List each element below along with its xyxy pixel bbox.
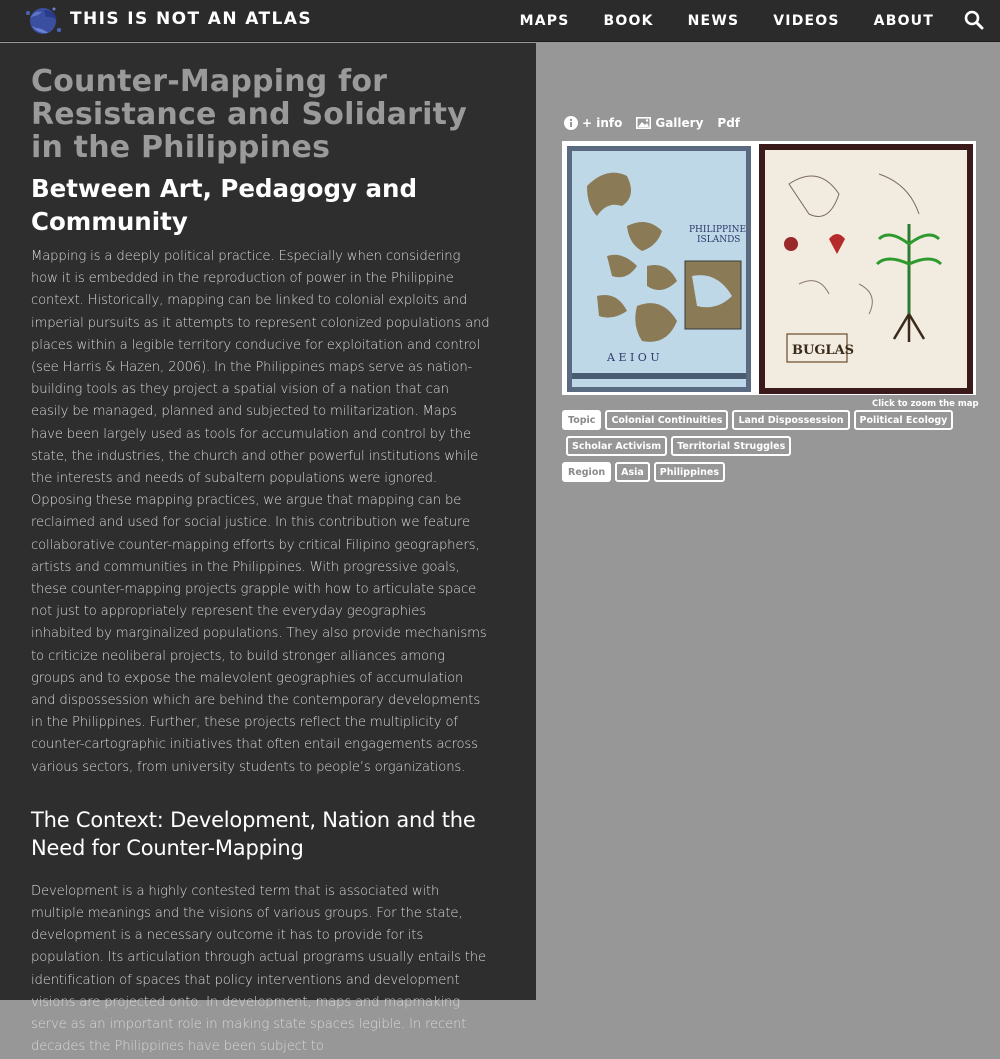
nav-link-book[interactable]: BOOK [603,13,654,29]
nav-link-about[interactable]: ABOUT [873,13,934,29]
nav-menu [520,0,934,42]
nav-link-news[interactable]: NEWS [687,13,740,29]
region-label: Region [562,462,611,482]
gallery-label: Gallery [655,116,704,130]
tag-asia[interactable]: Asia [615,462,650,482]
map-preview[interactable] [562,141,976,395]
topic-tags-row [562,436,982,456]
image-icon [636,117,651,129]
gallery-button[interactable] [636,116,703,130]
nav-link-videos[interactable]: VIDEOS [773,13,840,29]
philippine-islands-map-image[interactable] [567,146,751,392]
map-label-vowels: A E I O U [607,351,660,364]
search-icon[interactable] [964,10,984,30]
info-icon [564,116,578,130]
tag-territorial-struggles[interactable]: Territorial Struggles [671,436,791,456]
topic-label: Topic [562,410,601,430]
section-heading: The Context: Development, Nation and the Need for Counter-Mapping [31,807,476,860]
nav-link-maps[interactable]: MAPS [519,13,570,29]
top-nav [0,0,1000,42]
site-title[interactable]: THIS IS NOT AN ATLAS [70,9,312,29]
article-title: Counter-Mapping for Resistance and Solidarity in the Philippines [31,64,467,165]
map-label-islands: ISLANDS [697,235,741,245]
article-panel [0,43,536,1055]
region-tags-row [562,462,982,482]
tag-philippines[interactable]: Philippines [654,462,725,482]
map-toolbar [564,114,754,132]
atlas-logo-icon[interactable] [24,4,62,38]
tag-political-ecology[interactable]: Political Ecology [854,410,954,430]
tag-scholar-activism[interactable]: Scholar Activism [566,436,667,456]
topic-tags-row [562,410,982,430]
map-label-philippine: PHILIPPINE [689,225,747,235]
buglas-embroidered-map-image[interactable] [759,144,973,394]
tag-land-dispossession[interactable]: Land Dispossession [732,410,849,430]
info-label: + info [582,116,623,130]
article-paragraph: Mapping is a deeply political practice. Especially when considering how it is embedded in the reproduction of power in the Philippine context. Historically, mapping can be linked to colonial exploits and imperial pursuits as it attempts to represent colonized populations and places within a legible territory conducive for exploitation and control (see Harris & Hazen, 2006). In the Philippines maps serve as nation-building tools as they project a spatial vision of a nation that can easily be managed, planned and subjected to militarization. Maps have been largely used as tools for accumulation and control by the state, the industries, the church and other powerful institutions while the interests and needs of subaltern populations were ignored. Opposing these mapping practices, we argue that mapping can be reclaimed and used for social justice. In this contribution we feature collaborative counter-mapping efforts by critical Filipino geographers, artists and communities in the Philippines. With progressive goals, these counter-mapping projects grapple with how to articulate space not just to appropriately represent the everyday geographies inhabited by marginalized populations. They also provide mechanisms to criticize neoliberal projects, to build stronger alliances among groups and to expose the malevolent geographies of accumulation and dispossession which are behind the contemporary developments in the Philippines. Further, these projects reflect the multiplicity of counter-cartographic initiatives that often entail engagements across various sectors, from university students to people’s organizations. [31,249,490,775]
tag-colonial-continuities[interactable]: Colonial Continuities [605,410,728,430]
tag-list [562,410,982,488]
pdf-button[interactable] [717,116,740,130]
zoom-hint: Click to zoom the map [872,399,979,409]
pdf-label: Pdf [717,116,741,130]
article-subtitle: Between Art, Pedagogy and Community [31,174,417,236]
info-button[interactable] [564,116,622,130]
article-paragraph: Development is a highly contested term that is associated with multiple meanings and the visions of various groups. For the state, development is a necessary outcome it has to provide for its population. Its articulation through actual programs usually entails the identification of spaces that policy interventions and development visions are projected onto. In development, maps and mapmaking serve as an important role in making state spaces legible. In recent decades the Philippines have been subject to [31,883,487,1055]
map-label-buglas: BUGLAS [792,343,855,358]
